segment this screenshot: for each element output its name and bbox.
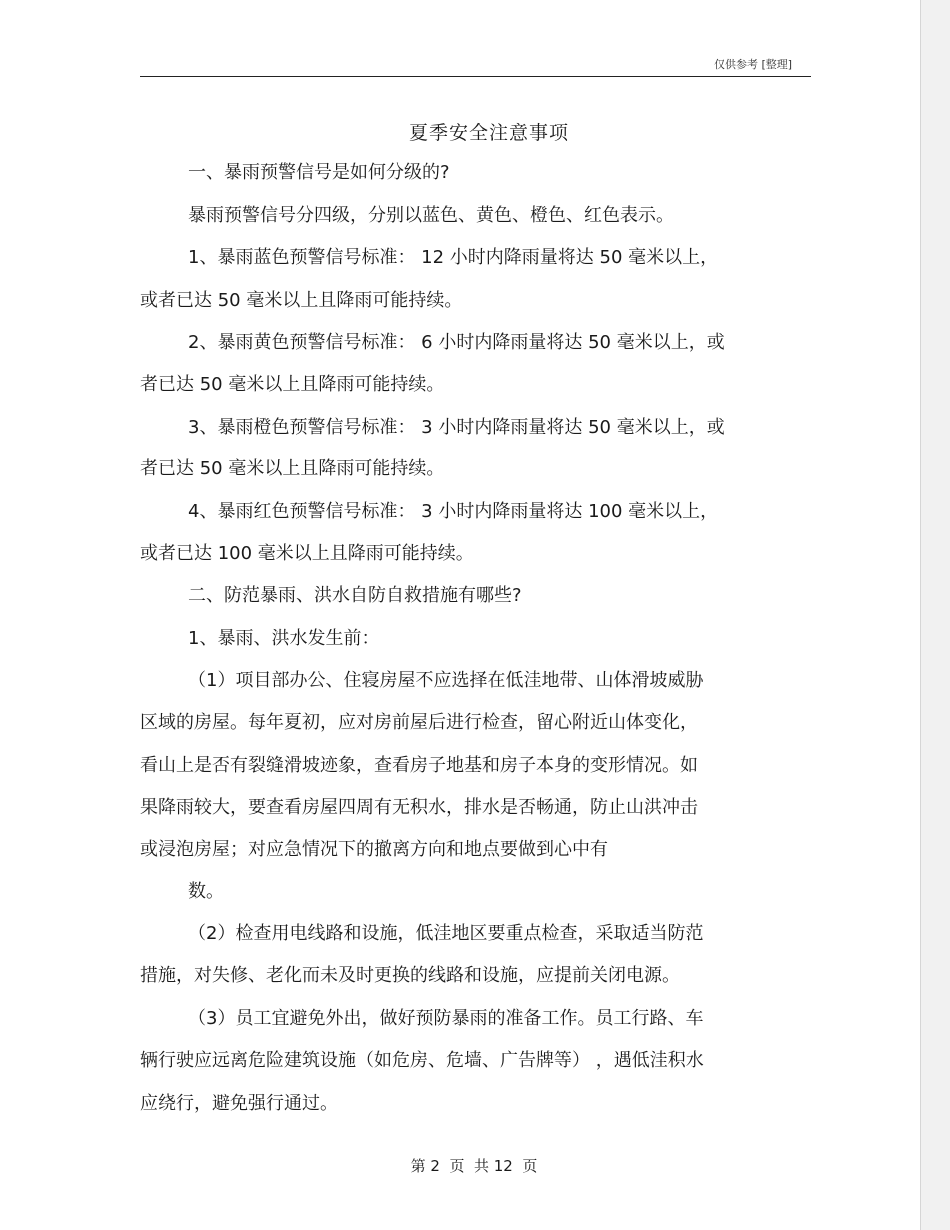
paragraph-line: 数。 bbox=[188, 881, 224, 902]
paragraph-line: 措施，对失修、老化而未及时更换的线路和设施，应提前关闭电源。 bbox=[140, 965, 680, 986]
paragraph-line: （2）检查用电线路和设施，低洼地区要重点检查，采取适当防范 bbox=[188, 923, 704, 944]
paragraph-line: 或者已达 100 毫米以上且降雨可能持续。 bbox=[140, 543, 474, 564]
paragraph-line: 1、暴雨蓝色预警信号标准： 12 小时内降雨量将达 50 毫米以上， bbox=[188, 247, 719, 268]
paragraph-line: 辆行驶应远离危险建筑设施（如危房、危墙、广告牌等） ，遇低洼积水 bbox=[140, 1050, 704, 1071]
paragraph-line: 者已达 50 毫米以上且降雨可能持续。 bbox=[140, 374, 445, 395]
subsection-heading: 1、暴雨、洪水发生前： bbox=[188, 628, 380, 649]
paragraph-line: 看山上是否有裂缝滑坡迹象，查看房子地基和房子本身的变形情况。如 bbox=[140, 755, 698, 776]
paragraph-line: 区域的房屋。每年夏初，应对房前屋后进行检查，留心附近山体变化， bbox=[140, 712, 698, 733]
paragraph-line: （3）员工宜避免外出，做好预防暴雨的准备工作。员工行路、车 bbox=[188, 1008, 704, 1029]
paragraph-line: 3、暴雨橙色预警信号标准： 3 小时内降雨量将达 50 毫米以上，或 bbox=[188, 417, 725, 438]
section-heading: 一、暴雨预警信号是如何分级的? bbox=[188, 162, 450, 183]
document-title: 夏季安全注意事项 bbox=[408, 122, 569, 144]
paragraph-line: 应绕行，避免强行通过。 bbox=[140, 1093, 338, 1114]
header-divider bbox=[140, 76, 811, 77]
paragraph-line: 4、暴雨红色预警信号标准： 3 小时内降雨量将达 100 毫米以上， bbox=[188, 501, 719, 522]
page-footer: 第 2 页 共 12 页 bbox=[410, 1157, 538, 1175]
paragraph-line: 2、暴雨黄色预警信号标准： 6 小时内降雨量将达 50 毫米以上，或 bbox=[188, 332, 725, 353]
page-header: 仅供参考 [整理] bbox=[714, 58, 793, 71]
paragraph-line: 或者已达 50 毫米以上且降雨可能持续。 bbox=[140, 290, 463, 311]
paragraph-line: 者已达 50 毫米以上且降雨可能持续。 bbox=[140, 458, 445, 479]
paragraph-line: （1）项目部办公、住寝房屋不应选择在低洼地带、山体滑坡威胁 bbox=[188, 670, 704, 691]
paragraph-line: 果降雨较大，要查看房屋四周有无积水，排水是否畅通，防止山洪冲击 bbox=[140, 797, 698, 818]
paragraph-line: 暴雨预警信号分四级，分别以蓝色、黄色、橙色、红色表示。 bbox=[188, 205, 674, 226]
section-heading: 二、防范暴雨、洪水自防自救措施有哪些? bbox=[188, 585, 522, 606]
paragraph-line: 或浸泡房屋；对应急情况下的撤离方向和地点要做到心中有 bbox=[140, 839, 608, 860]
